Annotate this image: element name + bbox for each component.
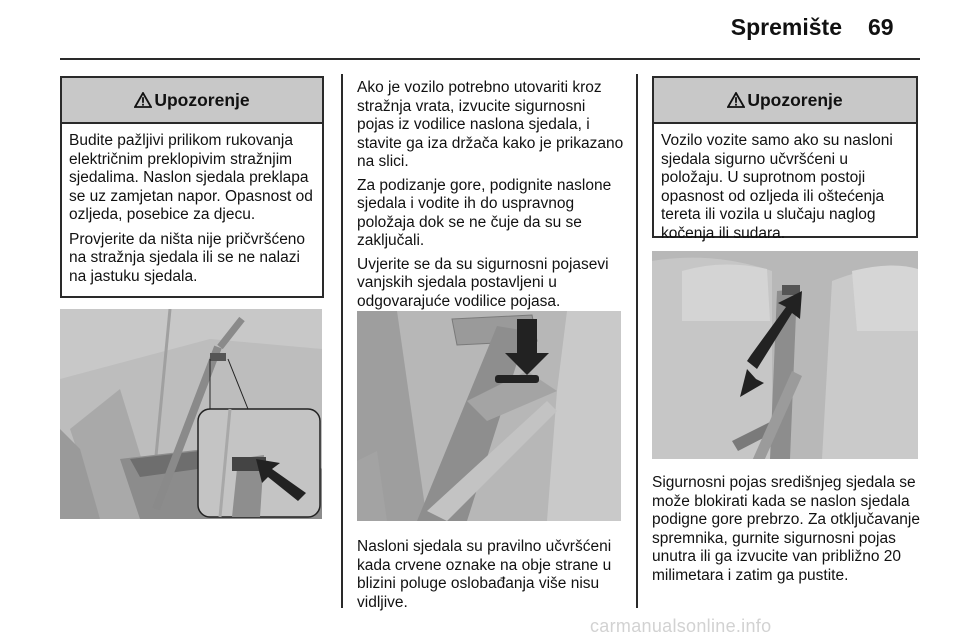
warning-box-right bbox=[652, 76, 918, 242]
caption-paragraph: Nasloni sjedala su pravilno učvršćeni kada crvene oznake na obje strane u blizini poluge oslobađanja više nisu vidljive. bbox=[357, 538, 612, 611]
warning-header bbox=[62, 78, 322, 124]
caption-paragraph: Sigurnosni pojas središnjeg sjedala se može blokirati kada se naslon sjedala podigne gore prebrzo. Za otključavanje spremnika, gurnite sigurnosni pojas unutra ili ga izvucite van približno 20 milimetara i zatim ga pustite. bbox=[652, 474, 920, 584]
warning-body bbox=[62, 124, 322, 286]
warning-paragraph: Budite pažljivi prilikom rukovanja električnim preklopivim stražnjim sjedalima. Naslon sjedala preklapa se uz zamjetan napor. Opasnost od ozljeda, posebice za djecu. bbox=[69, 132, 313, 223]
page-title: Spremište bbox=[730, 14, 842, 40]
body-paragraph: Ako je vozilo potrebno utovariti kroz stražnja vrata, izvucite sigurnosni pojas iz vodilice naslona sjedala, i stavite ga iza držača kako je prikazano na slici. bbox=[357, 79, 624, 170]
warning-triangle-icon bbox=[134, 92, 152, 108]
warning-triangle-icon bbox=[727, 92, 745, 108]
illustration-seat-release-marker bbox=[357, 311, 621, 521]
warning-box-left bbox=[60, 76, 324, 298]
page-number: 69 bbox=[868, 14, 894, 40]
column-divider-left bbox=[341, 74, 343, 608]
illustration-center-seatbelt bbox=[652, 251, 918, 459]
middle-text bbox=[357, 79, 625, 316]
illustration-seat-folding bbox=[60, 309, 322, 519]
warning-header bbox=[654, 78, 916, 124]
warning-title: Upozorenje bbox=[747, 89, 843, 110]
warning-body bbox=[654, 124, 916, 243]
warning-title: Upozorenje bbox=[154, 89, 250, 110]
header-divider bbox=[60, 58, 920, 60]
middle-caption bbox=[357, 538, 627, 617]
warning-paragraph: Provjerite da ništa nije pričvršćeno na stražnja sjedala ili se ne nalazi na jastuku sjedala. bbox=[69, 230, 306, 285]
right-caption bbox=[652, 474, 924, 590]
column-divider-right bbox=[636, 74, 638, 608]
warning-paragraph: Vozilo vozite samo ako su nasloni sjedala sigurno učvršćeni u položaju. U suprotnom postoji opasnost od ozljeda ili oštećenja tereta ili vozila u slučaju naglog kočenja ili sudara. bbox=[661, 132, 893, 242]
body-paragraph: Uvjerite se da su sigurnosni pojasevi vanjskih sjedala postavljeni u odgovarajuće vodilice pojasa. bbox=[357, 255, 609, 310]
body-paragraph: Za podizanje gore, podignite naslone sjedala i vodite ih do uspravnog položaja dok se ne čuje da su se zaključali. bbox=[357, 176, 612, 249]
watermark: carmanualsonline.info bbox=[590, 616, 772, 636]
